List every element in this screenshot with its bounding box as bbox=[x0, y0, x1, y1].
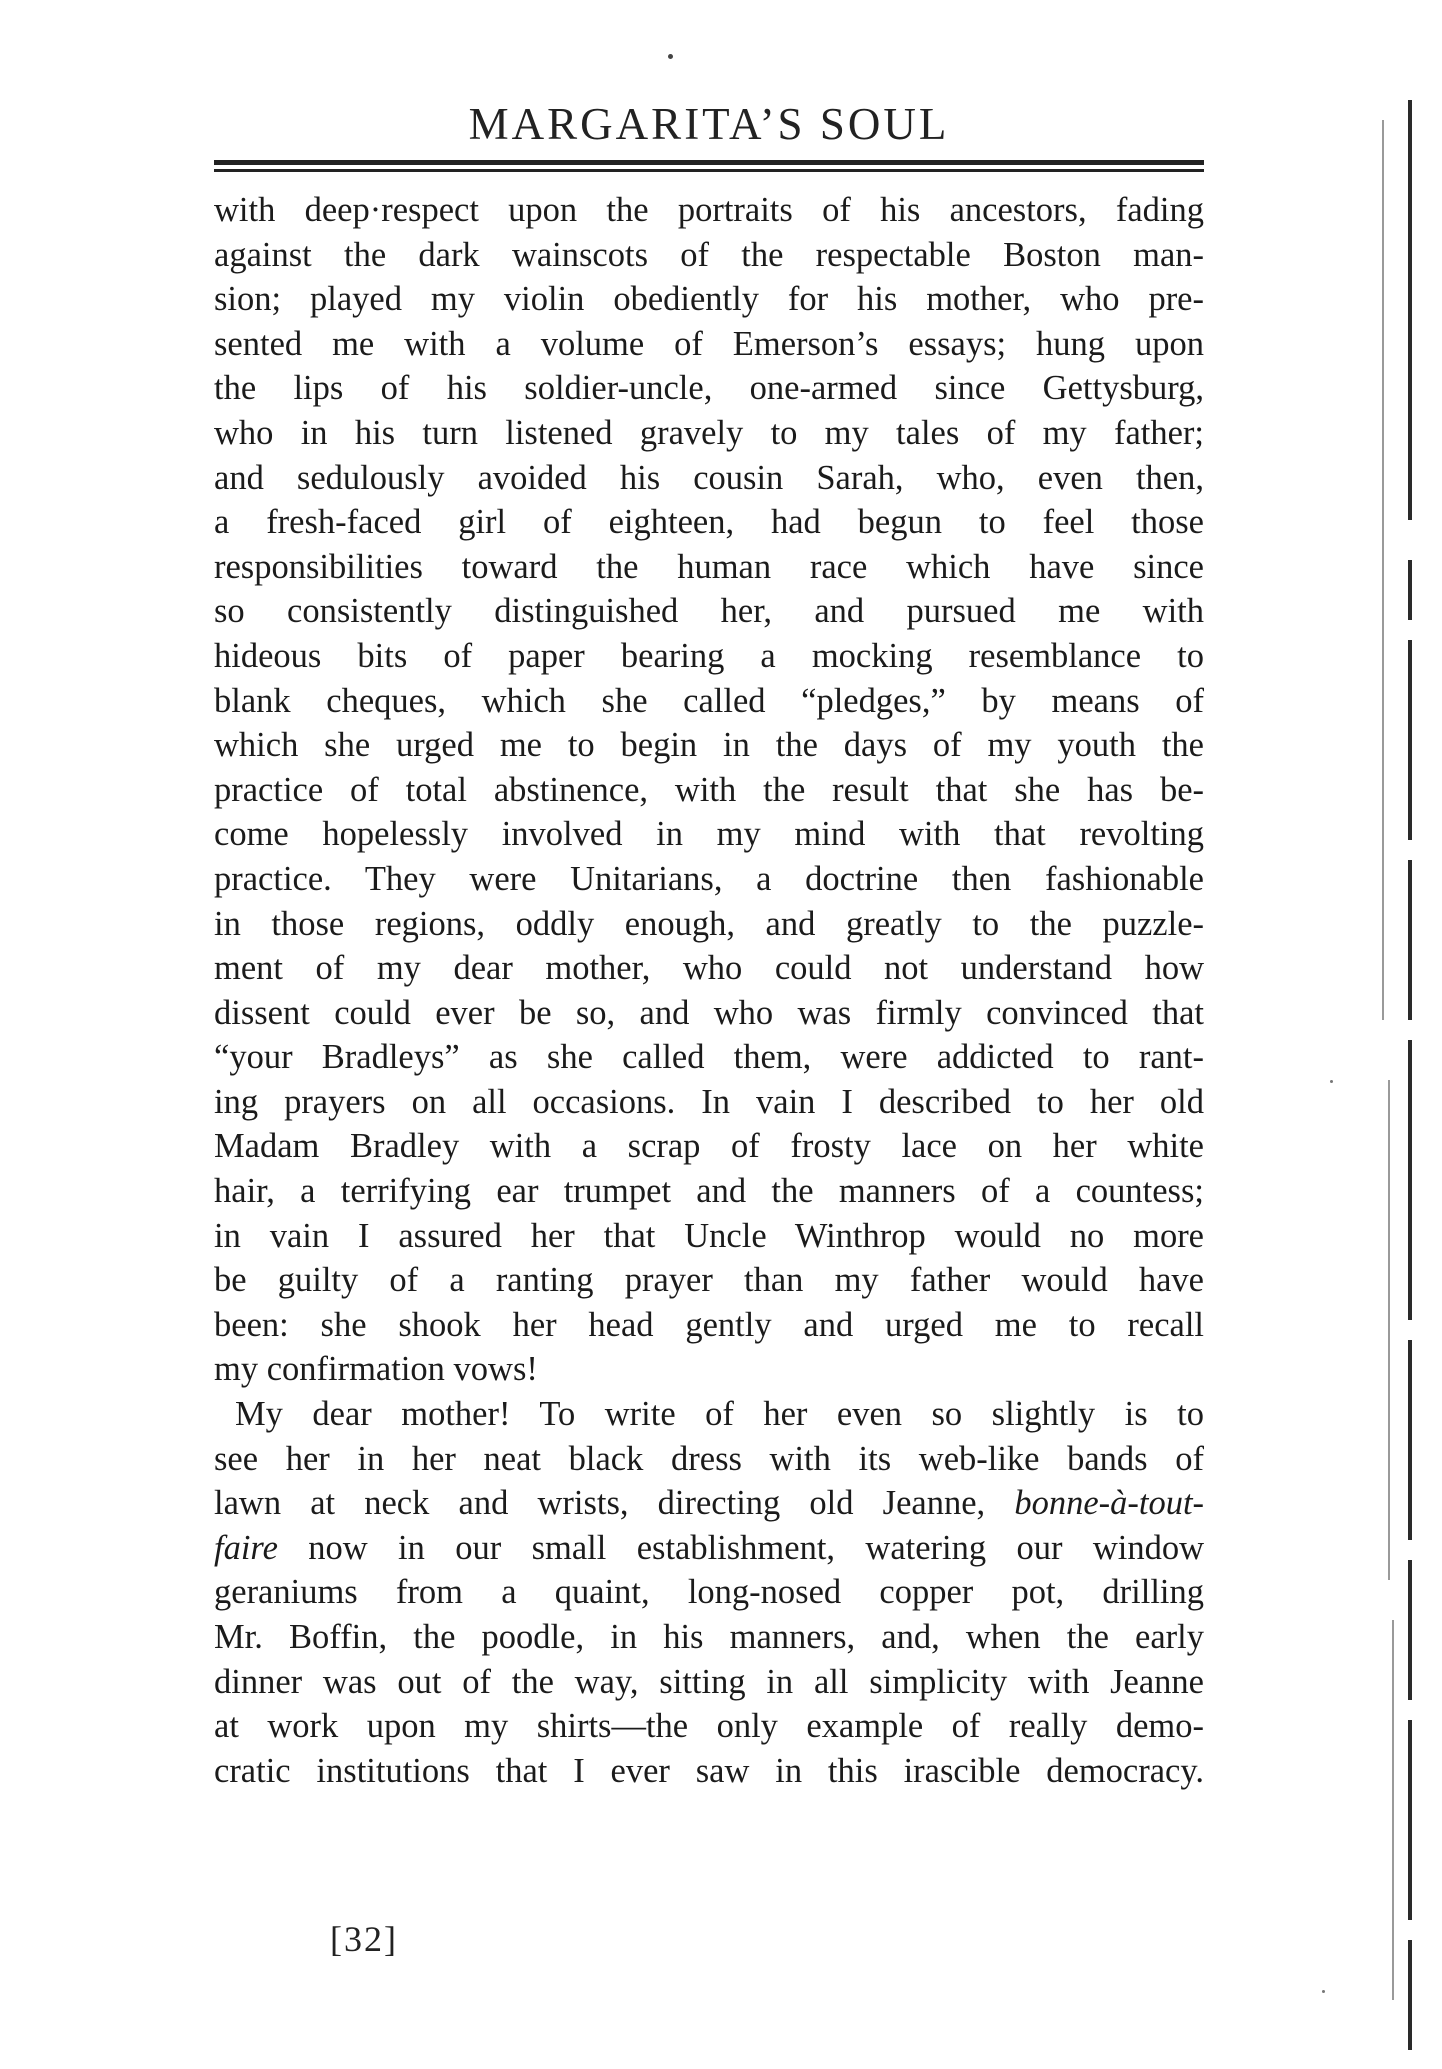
text-line bbox=[214, 1481, 1204, 1526]
text-line: who in his turn listened gravely to my tales of my father; bbox=[214, 413, 1204, 452]
text-line: sion; played my violin obediently for his mother, who pre- bbox=[214, 280, 1204, 319]
text-line: in vain I assured her that Uncle Winthrop would no more bbox=[214, 1216, 1204, 1255]
text-line: Mr. Boffin, the poodle, in his manners, and, when the early bbox=[214, 1618, 1204, 1656]
running-head: MARGARITA’S SOUL bbox=[468, 99, 950, 149]
text-line: ment of my dear mother, who could not understand how bbox=[214, 949, 1204, 988]
text-line: come hopelessly involved in my mind with that revolting bbox=[214, 815, 1204, 854]
text-line: which she urged me to begin in the days of my youth the bbox=[214, 726, 1204, 765]
text-segment: lawn at neck and wrists, directing old Jeanne, bbox=[214, 1484, 986, 1523]
text-line: at work upon my shirts—the only example of really demo- bbox=[214, 1707, 1204, 1746]
text-line: with deep·respect upon the portraits of his ancestors, fading bbox=[214, 191, 1204, 229]
text-line: sented me with a volume of Emerson’s essays; hung upon bbox=[214, 324, 1204, 363]
text-line: be guilty of a ranting prayer than my father would have bbox=[214, 1261, 1204, 1300]
header-double-rule bbox=[214, 160, 1204, 174]
text-line: so consistently distinguished her, and pursued me with bbox=[214, 592, 1204, 631]
text-line: responsibilities toward the human race which have since bbox=[214, 547, 1204, 586]
printer-dot bbox=[668, 54, 673, 59]
text-line: a fresh-faced girl of eighteen, had begun to feel those bbox=[214, 503, 1204, 542]
text-line: dinner was out of the way, sitting in all simplicity with Jeanne bbox=[214, 1662, 1204, 1701]
text-line: hideous bits of paper bearing a mocking resemblance to bbox=[214, 636, 1204, 675]
text-line: dissent could ever be so, and who was firmly convinced that bbox=[214, 993, 1204, 1032]
text-line: “your Bradleys” as she called them, were addicted to rant- bbox=[214, 1038, 1204, 1077]
text-line: been: she shook her head gently and urged me to recall bbox=[214, 1305, 1204, 1344]
text-line: geraniums from a quaint, long-nosed copper pot, drilling bbox=[214, 1573, 1204, 1612]
text-line: against the dark wainscots of the respectable Boston man- bbox=[214, 235, 1204, 274]
page-number: [32] bbox=[330, 1919, 398, 1959]
text-line: cratic institutions that I ever saw in this irascible democracy. bbox=[214, 1751, 1204, 1790]
text-segment: now in our small establishment, watering our window bbox=[277, 1528, 1204, 1567]
text-line: blank cheques, which she called “pledges,” by means of bbox=[214, 681, 1204, 720]
italic-phrase: bonne-à-tout- bbox=[1014, 1484, 1205, 1523]
text-line: My dear mother! To write of her even so slightly is to bbox=[235, 1395, 1204, 1434]
text-line: ing prayers on all occasions. In vain I described to her old bbox=[214, 1082, 1204, 1121]
text-line: and sedulously avoided his cousin Sarah, who, even then, bbox=[214, 458, 1204, 497]
text-line: my confirmation vows! bbox=[214, 1350, 538, 1389]
text-line bbox=[214, 1526, 1204, 1571]
text-line: in those regions, oddly enough, and greatly to the puzzle- bbox=[214, 904, 1204, 943]
text-line: see her in her neat black dress with its web-like bands of bbox=[214, 1439, 1204, 1478]
binding-edge-shadow bbox=[1322, 0, 1442, 2069]
stray-mark bbox=[1322, 1990, 1325, 1993]
text-line: practice. They were Unitarians, a doctrine then fashionable bbox=[214, 859, 1204, 898]
text-line: Madam Bradley with a scrap of frosty lace on her white bbox=[214, 1127, 1204, 1166]
body-text bbox=[214, 188, 1204, 1793]
text-line: the lips of his soldier-uncle, one-armed since Gettysburg, bbox=[214, 369, 1204, 408]
text-line: hair, a terrifying ear trumpet and the manners of a countess; bbox=[214, 1172, 1204, 1211]
text-line: practice of total abstinence, with the result that she has be- bbox=[214, 770, 1204, 809]
stray-mark bbox=[1330, 1080, 1333, 1083]
italic-phrase: faire bbox=[214, 1528, 278, 1567]
